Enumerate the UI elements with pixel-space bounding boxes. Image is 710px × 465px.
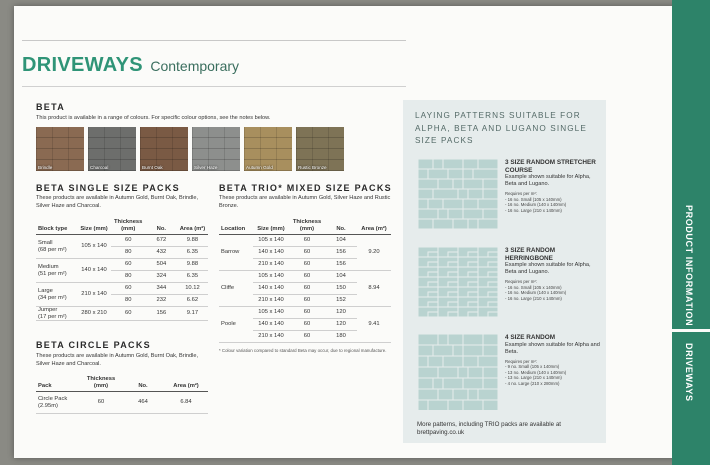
area-cell: 9.20 <box>357 235 391 271</box>
size-cell: 140 x 140 <box>253 247 289 259</box>
no-cell: 150 <box>325 283 357 295</box>
pattern-desc: Example shown suitable for Alpha, Beta and Lugano. <box>505 174 591 187</box>
no-cell: 464 <box>122 392 164 414</box>
col-area: Area (m²) <box>164 375 208 392</box>
table-row <box>219 307 391 319</box>
pack-sub: (2.95m) <box>38 402 58 409</box>
pattern-2 <box>505 247 600 301</box>
size-cell: 105 x 140 <box>253 307 289 319</box>
col-thickness: Thickness (mm) <box>289 218 325 235</box>
no-cell: 156 <box>325 247 357 259</box>
colour-swatches <box>36 127 344 171</box>
area-cell: 9.88 <box>177 259 208 271</box>
location-cell: Poole <box>219 307 253 343</box>
size-cell: 210 x 140 <box>253 259 289 271</box>
random-pattern <box>418 334 498 410</box>
thickness-cell: 60 <box>289 319 325 331</box>
block-type-cell: Small (68 per m²) <box>36 235 77 259</box>
no-cell: 156 <box>146 307 177 321</box>
block-type-cell: Large (34 per m²) <box>36 283 77 307</box>
pattern-3 <box>505 334 600 386</box>
size-cell: 105 x 140 <box>253 235 289 247</box>
thickness-cell: 60 <box>289 307 325 319</box>
no-cell: 120 <box>325 307 357 319</box>
swatch-label: Rustic Bronze <box>298 165 327 170</box>
no-cell: 152 <box>325 295 357 307</box>
col-area: Area (m²) <box>357 218 391 235</box>
no-cell: 672 <box>146 235 177 247</box>
col-no: No. <box>325 218 357 235</box>
col-block-type: Block type <box>36 218 77 235</box>
area-cell: 9.41 <box>357 307 391 343</box>
size-cell: 140 x 140 <box>253 283 289 295</box>
size-cell: 280 x 210 <box>77 307 110 321</box>
table-row <box>36 259 208 271</box>
col-area: Area (m²) <box>177 218 208 235</box>
no-cell: 180 <box>325 331 357 343</box>
thickness-cell: 80 <box>111 271 146 283</box>
thickness-cell: 60 <box>111 283 146 295</box>
laying-patterns-panel <box>403 100 606 443</box>
trio-footnote: * Colour variation compared to standard Beta may occur, due to regional manufacture. <box>219 348 387 353</box>
thickness-cell: 60 <box>80 392 122 414</box>
thickness-cell: 80 <box>111 247 146 259</box>
title-rule <box>22 86 406 87</box>
pattern-name: 3 SIZE RANDOM HERRINGBONE <box>505 247 556 262</box>
swatch-label: Charcoal <box>90 165 109 170</box>
swatch-autumn-gold <box>244 127 292 171</box>
area-cell: 9.88 <box>177 235 208 247</box>
col-location: Location <box>219 218 253 235</box>
size-cell: 210 x 140 <box>77 283 110 307</box>
no-cell: 104 <box>325 235 357 247</box>
size-cell: 105 x 140 <box>77 235 110 259</box>
table-row <box>36 392 208 414</box>
table-row <box>36 307 208 321</box>
area-cell: 6.35 <box>177 247 208 259</box>
block-type-cell: Medium (51 per m²) <box>36 259 77 283</box>
top-rule <box>22 40 406 41</box>
circle-heading: BETA CIRCLE PACKS <box>36 340 151 350</box>
col-size: Size (mm) <box>77 218 110 235</box>
col-size: Size (mm) <box>253 218 289 235</box>
swatch-label: Burnt Oak <box>142 165 163 170</box>
area-cell: 8.94 <box>357 271 391 307</box>
area-cell: 9.17 <box>177 307 208 321</box>
single-heading: BETA SINGLE SIZE PACKS <box>36 183 180 193</box>
no-cell: 104 <box>325 271 357 283</box>
no-cell: 120 <box>325 319 357 331</box>
location-cell: Barrow <box>219 235 253 271</box>
thickness-cell: 60 <box>289 295 325 307</box>
area-cell: 6.62 <box>177 295 208 307</box>
col-thickness: Thickness (mm) <box>111 218 146 235</box>
area-cell: 6.35 <box>177 271 208 283</box>
tab-product-information: PRODUCT INFORMATION <box>684 205 694 327</box>
thickness-cell: 60 <box>111 259 146 271</box>
table-row <box>36 235 208 247</box>
size-cell: 140 x 140 <box>77 259 110 283</box>
table-row <box>219 235 391 247</box>
pattern-1 <box>505 159 600 213</box>
size-cell: 105 x 140 <box>253 271 289 283</box>
trio-note: These products are available in Autumn Gold, Silver Haze and Rustic Bronze. <box>219 195 391 209</box>
pattern-desc: Example shown suitable for Alpha, Beta and Lugano. <box>505 262 591 275</box>
single-note: These products are available in Autumn Gold, Burnt Oak, Brindle, Silver Haze and Charcoal. <box>36 195 198 209</box>
pattern-name: 4 SIZE RANDOM <box>505 334 556 341</box>
size-cell: 210 x 140 <box>253 295 289 307</box>
thickness-cell: 80 <box>111 295 146 307</box>
pattern-req: Requires per m²: - 9 no. Small (105 x 140mm) - 13 no. Medium (140 x 140mm) - 13 no. Large (210 x 140mm) - 4 no. Large (210 x 280mm) <box>505 358 567 386</box>
no-cell: 232 <box>146 295 177 307</box>
area-cell: 6.84 <box>164 392 208 414</box>
pattern-desc: Example shown suitable for Alpha and Beta. <box>505 341 600 355</box>
area-cell: 10.12 <box>177 283 208 295</box>
single-size-table <box>36 218 208 321</box>
pattern-req: Requires per m²: - 16 no. Small (105 x 140mm) - 16 no. Medium (140 x 140mm) - 16 no. Large (210 x 140mm) <box>505 191 567 213</box>
thickness-cell: 60 <box>111 235 146 247</box>
thickness-cell: 60 <box>289 331 325 343</box>
col-no: No. <box>146 218 177 235</box>
pack-cell <box>36 392 80 414</box>
swatch-rustic-bronze <box>296 127 344 171</box>
size-cell: 210 x 140 <box>253 331 289 343</box>
herringbone-pattern <box>418 247 498 317</box>
no-cell: 156 <box>325 259 357 271</box>
pattern-name: 3 SIZE RANDOM STRETCHER COURSE <box>505 159 596 174</box>
tab-driveways: DRIVEWAYS <box>684 343 694 402</box>
circle-note: These products are available in Autumn Gold, Burnt Oak, Brindle, Silver Haze and Charcoal. <box>36 353 198 367</box>
swatch-label: Silver Haze <box>194 165 218 170</box>
table-row <box>36 283 208 295</box>
swatch-brindle <box>36 127 84 171</box>
swatch-charcoal <box>88 127 136 171</box>
trio-table <box>219 218 391 343</box>
location-cell: Cliffe <box>219 271 253 307</box>
title-sub: Contemporary <box>150 58 240 74</box>
block-type-cell: Jumper (17 per m²) <box>36 307 77 321</box>
size-cell: 140 x 140 <box>253 319 289 331</box>
panel-title: LAYING PATTERNS SUITABLE FOR ALPHA, BETA AND LUGANO SINGLE SIZE PACKS <box>415 111 587 145</box>
swatch-silver-haze <box>192 127 240 171</box>
thickness-cell: 60 <box>289 247 325 259</box>
col-no: No. <box>122 375 164 392</box>
swatch-label: Autumn Gold <box>246 165 273 170</box>
col-pack: Pack <box>36 375 80 392</box>
thickness-cell: 60 <box>289 271 325 283</box>
stretcher-pattern <box>418 159 498 229</box>
trio-heading: BETA TRIO* MIXED SIZE PACKS <box>219 183 392 193</box>
circle-table <box>36 375 208 414</box>
table-row <box>219 271 391 283</box>
no-cell: 504 <box>146 259 177 271</box>
no-cell: 344 <box>146 283 177 295</box>
no-cell: 432 <box>146 247 177 259</box>
pattern-req: Requires per m²: - 16 no. Small (105 x 140mm) - 16 no. Medium (140 x 140mm) - 16 no. Large (210 x 140mm) <box>505 279 567 301</box>
swatch-label: Brindle <box>38 165 53 170</box>
side-tab-divider <box>672 329 710 332</box>
pack-name: Circle Pack <box>38 396 68 402</box>
thickness-cell: 60 <box>111 307 146 321</box>
swatch-burnt-oak <box>140 127 188 171</box>
col-thickness: Thickness (mm) <box>80 375 122 392</box>
title-main: DRIVEWAYS <box>22 54 143 76</box>
thickness-cell: 60 <box>289 259 325 271</box>
page-title <box>22 54 239 77</box>
beta-heading: BETA <box>36 102 66 112</box>
thickness-cell: 60 <box>289 235 325 247</box>
no-cell: 324 <box>146 271 177 283</box>
thickness-cell: 60 <box>289 283 325 295</box>
beta-intro: This product is available in a range of colours. For specific colour options, see the notes below. <box>36 115 271 121</box>
panel-footer: More patterns, including TRIO packs are available at brettpaving.co.uk <box>417 421 561 436</box>
